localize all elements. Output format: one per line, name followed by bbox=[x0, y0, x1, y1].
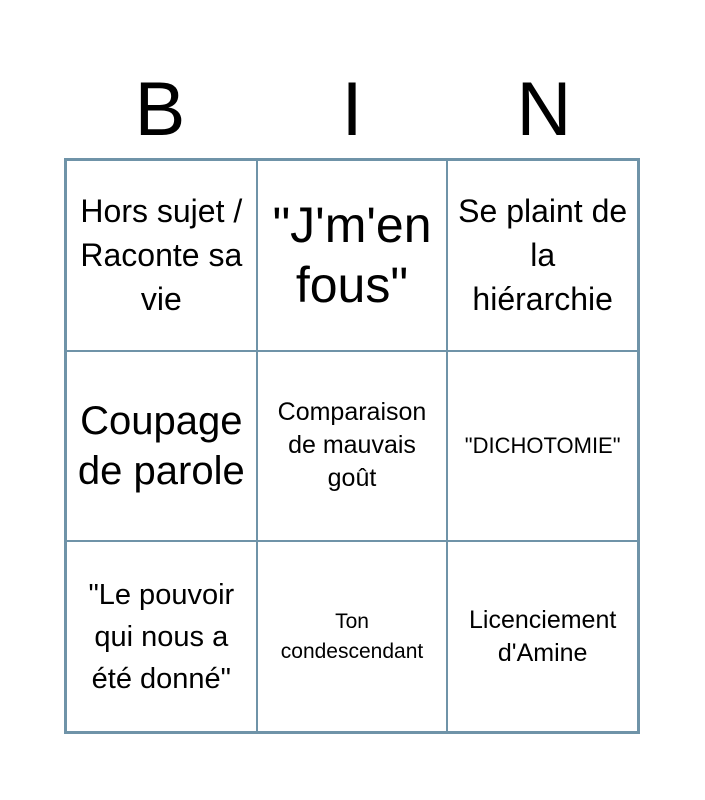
bingo-cell-r2c2[interactable] bbox=[257, 351, 448, 542]
bingo-cell-r2c3[interactable] bbox=[447, 351, 638, 542]
bingo-cell-r3c2[interactable] bbox=[257, 541, 448, 732]
bingo-cell-r1c3[interactable] bbox=[447, 160, 638, 351]
bingo-board bbox=[64, 158, 640, 734]
bingo-cell-r2c1[interactable] bbox=[66, 351, 257, 542]
header-letter-i: I bbox=[341, 67, 363, 152]
bingo-cell-r3c3[interactable] bbox=[447, 541, 638, 732]
bingo-cell-text: Ton condescendant bbox=[280, 609, 424, 663]
bingo-cell-r1c2[interactable] bbox=[257, 160, 448, 351]
bingo-cell-r1c1[interactable] bbox=[66, 160, 257, 351]
bingo-header bbox=[64, 60, 640, 160]
header-letter-b: B bbox=[134, 67, 186, 152]
bingo-cell-text: Licenciement d'Amine bbox=[469, 605, 617, 667]
bingo-cell-text: Comparaison de mauvais goût bbox=[277, 398, 427, 493]
bingo-cell-r3c1[interactable] bbox=[66, 541, 257, 732]
bingo-cell-text: Coupage de parole bbox=[77, 398, 245, 493]
bingo-cell-text: "J'm'en fous" bbox=[272, 197, 432, 314]
bingo-cell-text: Hors sujet / Raconte sa vie bbox=[80, 193, 243, 318]
bingo-cell-text: "Le pouvoir qui nous a été donné" bbox=[88, 578, 235, 695]
bingo-cell-text: "DICHOTOMIE" bbox=[464, 432, 621, 458]
header-letter-n: N bbox=[516, 67, 572, 152]
bingo-cell-text: Se plaint de la hiérarchie bbox=[458, 193, 628, 318]
